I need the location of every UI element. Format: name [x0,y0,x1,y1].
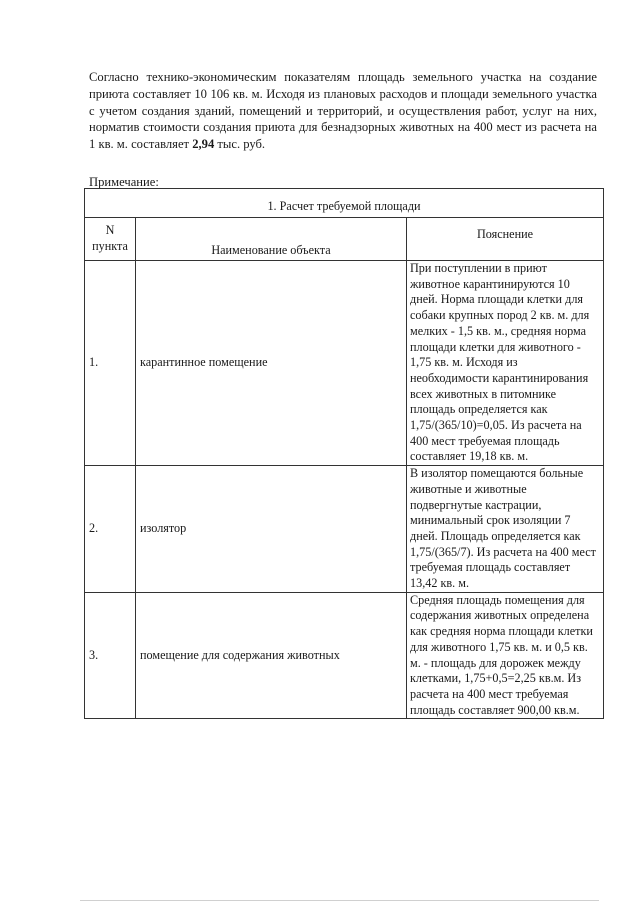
table-row [85,261,604,466]
row-name: карантинное помещение [136,261,407,466]
table-row [85,466,604,593]
header-name: Наименование объекта [136,218,407,261]
intro-paragraph [89,69,597,153]
table-row [85,592,604,719]
table-title-row [85,189,604,218]
row-number: 2. [85,466,136,593]
scan-edge-line [80,900,599,901]
cost-norm-value: 2,94 [192,137,215,152]
row-explanation: Средняя площадь помещения для содержания животных определена как средняя норма площади клетки для животного 1,75 кв. м. и 0,5 кв. м. - площадь для дорожек между клетками, 1,75+0,5=2,25 кв.м. Из расчета на 400 мест требуемая площадь составляет 900,00 кв.м. [407,592,604,719]
area-calculation-table [84,188,604,719]
intro-unit-text: тыс. руб. [214,137,266,152]
row-name: изолятор [136,466,407,593]
table-header-row [85,218,604,261]
row-explanation: В изолятор помещаются больные животные и животные подвергнутые кастрации, минимальный срок изоляции 7 дней. Площадь определяется как 1,75/(365/7). Из расчета на 400 мест требуемая площадь составляет 13,42 кв. м. [407,466,604,593]
header-number: N пункта [85,218,136,261]
intro-text: Согласно технико-экономическим показателям площадь земельного участка на создание приюта составляет 10 106 кв. м. Исходя из плановых расходов и площади земельного участка с учетом создания зданий, помещений и территорий, и осуществления работ, услуг на них, норматив стоимости создания приюта для безнадзорных животных на 400 мест из расчета на 1 кв. м. составляет [89,70,597,152]
note-label: Примечание: [89,175,159,189]
table-title: 1. Расчет требуемой площади [85,189,604,218]
header-explanation: Пояснение [407,218,604,261]
row-number: 3. [85,592,136,719]
row-name: помещение для содержания животных [136,592,407,719]
row-explanation: При поступлении в приют животное карантинируются 10 дней. Норма площади клетки для собаки крупных пород 2 кв. м. для мелких - 1,5 кв. м., средняя норма площади клетки для животного - 1,75 кв. м. Исходя из необходимости карантинирования всех животных в питомнике площадь определяется как 1,75/(365/10)=0,05. Из расчета на 400 мест требуемая площадь составляет 19,18 кв. м. [407,261,604,466]
row-number: 1. [85,261,136,466]
